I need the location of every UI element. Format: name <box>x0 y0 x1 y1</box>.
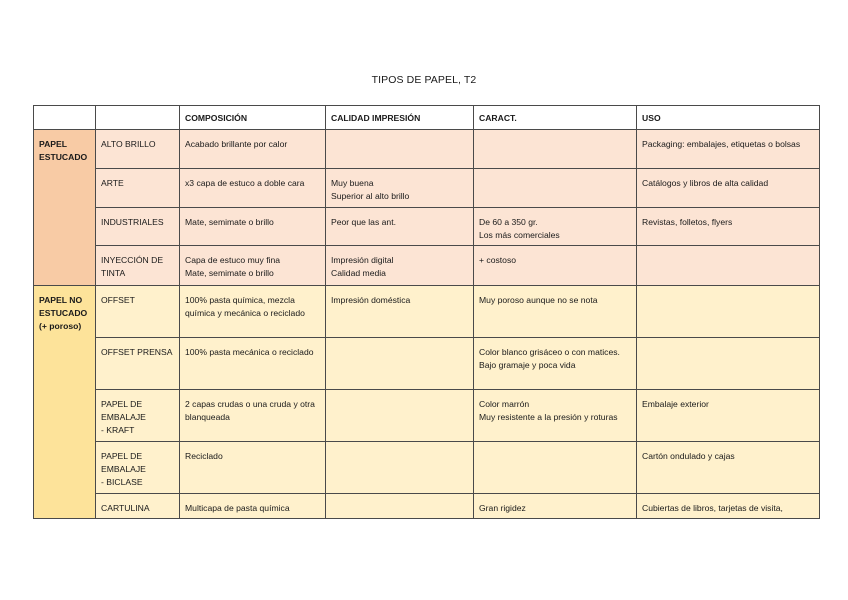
calidad-cell: Peor que las ant. <box>326 207 474 245</box>
uso-cell: Packaging: embalajes, etiquetas o bolsas <box>637 130 820 169</box>
composicion-cell: 2 capas crudas o una cruda y otra blanqueada <box>180 390 326 442</box>
caract-cell: Muy poroso aunque no se nota <box>474 286 637 338</box>
row-name: INDUSTRIALES <box>96 207 180 245</box>
paper-types-table <box>33 105 820 519</box>
uso-cell <box>637 286 820 338</box>
calidad-cell: Muy buena Superior al alto brillo <box>326 169 474 207</box>
caract-cell <box>474 130 637 169</box>
uso-cell: Embalaje exterior <box>637 390 820 442</box>
row-name: OFFSET <box>96 286 180 338</box>
caract-cell: Color marrón Muy resistente a la presión y roturas <box>474 390 637 442</box>
header-cell-composicion: COMPOSICIÓN <box>180 106 326 130</box>
uso-cell <box>637 338 820 390</box>
row-name: ALTO BRILLO <box>96 130 180 169</box>
row-name: PAPEL DE EMBALAJE - BICLASE <box>96 442 180 494</box>
caract-cell: + costoso <box>474 246 637 286</box>
row-name: PAPEL DE EMBALAJE - KRAFT <box>96 390 180 442</box>
table-row <box>34 246 820 286</box>
calidad-cell <box>326 390 474 442</box>
caract-cell: Color blanco grisáceo o con matices. Bajo gramaje y poca vida <box>474 338 637 390</box>
header-cell-caract: CARACT. <box>474 106 637 130</box>
composicion-cell: 100% pasta química, mezcla química y mecánica o reciclado <box>180 286 326 338</box>
header-cell-group <box>34 106 96 130</box>
document-title: TIPOS DE PAPEL, T2 <box>371 74 477 86</box>
header-cell-type <box>96 106 180 130</box>
table-row <box>34 338 820 390</box>
header-row <box>34 106 820 130</box>
table-row <box>34 169 820 207</box>
calidad-cell <box>326 130 474 169</box>
group-label-no-estucado: PAPEL NO ESTUCADO (+ poroso) <box>34 286 96 519</box>
composicion-cell: Multicapa de pasta química <box>180 494 326 519</box>
table-row <box>34 286 820 338</box>
composicion-cell: Reciclado <box>180 442 326 494</box>
header-cell-uso: USO <box>637 106 820 130</box>
row-name: ARTE <box>96 169 180 207</box>
group-label-estucado: PAPEL ESTUCADO <box>34 130 96 286</box>
composicion-cell: Capa de estuco muy fina Mate, semimate o brillo <box>180 246 326 286</box>
uso-cell <box>637 246 820 286</box>
calidad-cell <box>326 442 474 494</box>
table-row <box>34 494 820 519</box>
table-row <box>34 390 820 442</box>
caract-cell: De 60 a 350 gr. Los más comerciales <box>474 207 637 245</box>
composicion-cell: 100% pasta mecánica o reciclado <box>180 338 326 390</box>
calidad-cell: Impresión digital Calidad media <box>326 246 474 286</box>
table-row <box>34 442 820 494</box>
uso-cell: Cartón ondulado y cajas <box>637 442 820 494</box>
row-name: INYECCIÓN DE TINTA <box>96 246 180 286</box>
uso-cell: Cubiertas de libros, tarjetas de visita, <box>637 494 820 519</box>
caract-cell: Gran rigidez <box>474 494 637 519</box>
header-cell-calidad: CALIDAD IMPRESIÓN <box>326 106 474 130</box>
caract-cell <box>474 169 637 207</box>
uso-cell: Revistas, folletos, flyers <box>637 207 820 245</box>
composicion-cell: x3 capa de estuco a doble cara <box>180 169 326 207</box>
calidad-cell <box>326 494 474 519</box>
calidad-cell <box>326 338 474 390</box>
calidad-cell: Impresión doméstica <box>326 286 474 338</box>
composicion-cell: Mate, semimate o brillo <box>180 207 326 245</box>
composicion-cell: Acabado brillante por calor <box>180 130 326 169</box>
table-body <box>34 130 820 519</box>
table-row <box>34 207 820 245</box>
uso-cell: Catálogos y libros de alta calidad <box>637 169 820 207</box>
caract-cell <box>474 442 637 494</box>
table-row <box>34 130 820 169</box>
row-name: CARTULINA <box>96 494 180 519</box>
row-name: OFFSET PRENSA <box>96 338 180 390</box>
